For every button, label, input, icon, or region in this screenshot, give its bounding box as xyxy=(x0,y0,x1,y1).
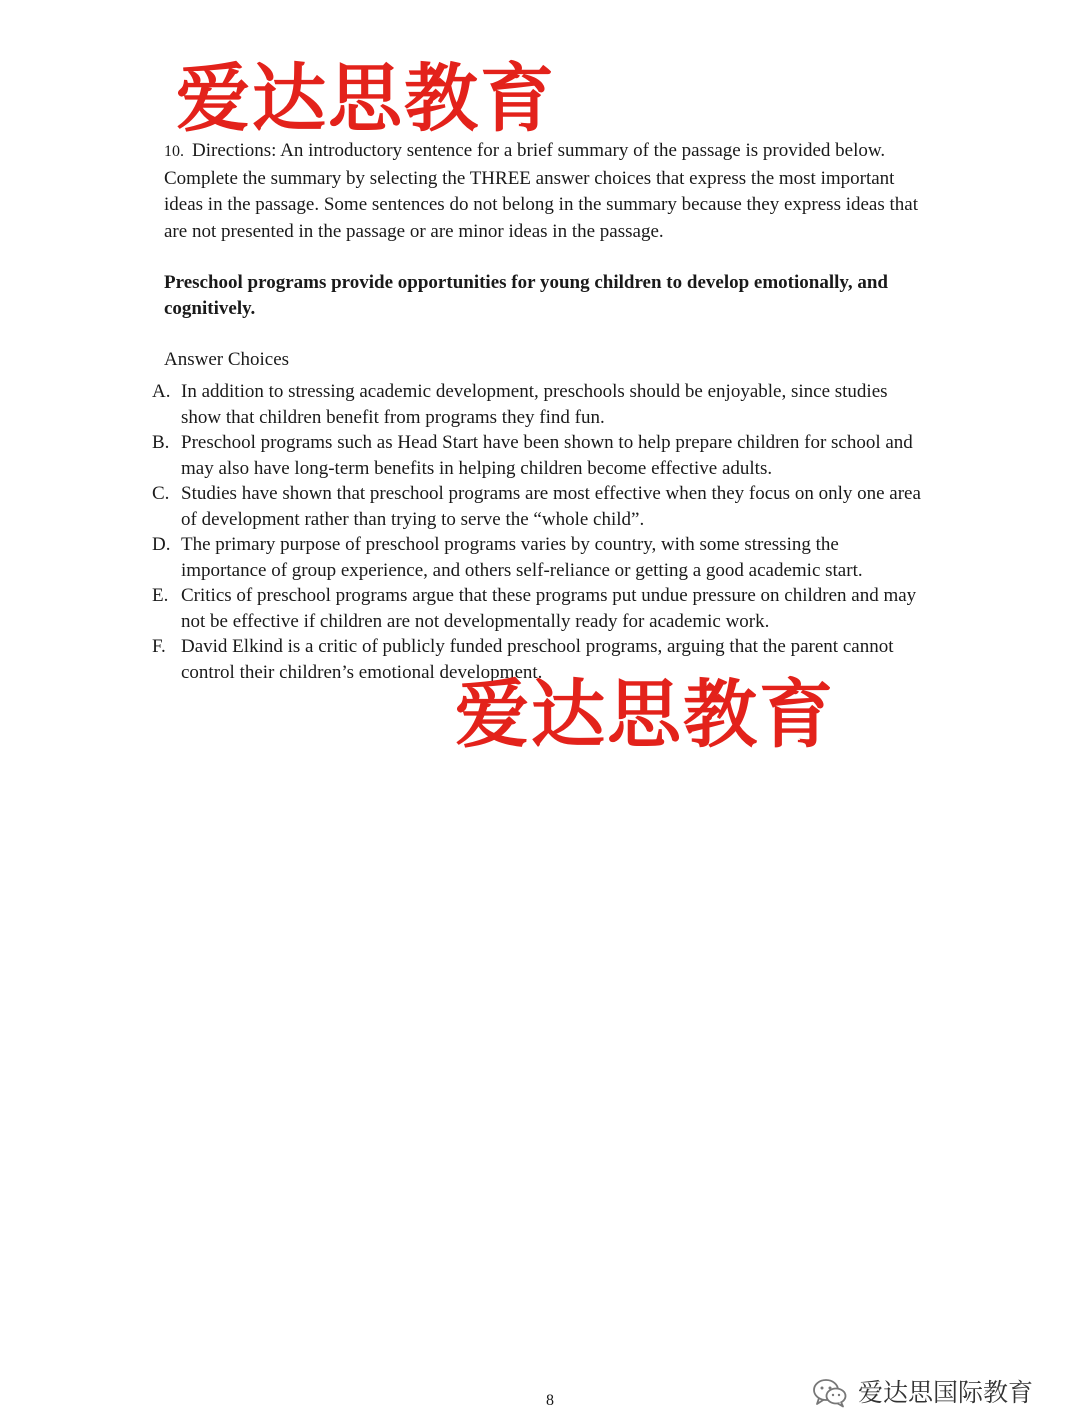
directions-text: Directions: An introductory sentence for a brief summary of the passage is provided below. Complete the summary by selecting the THREE answer choices that express the most important ideas in the passage. Some sentences do not belong in the summary because they express ideas that are not presented in the passage or are minor ideas in the passage. xyxy=(164,140,918,242)
choice-text: Studies have shown that preschool programs are most effective when they focus on only one area of development rather than trying to serve the “whole child”. xyxy=(181,483,921,530)
answer-choice-c[interactable] xyxy=(152,481,927,532)
choice-letter: E. xyxy=(152,585,169,606)
choice-letter: C. xyxy=(152,483,170,504)
question-number: 10. xyxy=(164,143,184,160)
choice-letter: A. xyxy=(152,381,171,402)
choice-text: The primary purpose of preschool programs varies by country, with some stressing the importance of group experience, and others self-reliance or getting a good academic start. xyxy=(181,534,863,581)
question-directions xyxy=(164,138,924,245)
answer-choices-list xyxy=(152,379,927,685)
choice-letter: D. xyxy=(152,534,171,555)
answer-choice-b[interactable] xyxy=(152,430,927,481)
page-number: 8 xyxy=(546,1392,554,1409)
choice-letter: F. xyxy=(152,636,166,657)
answer-choice-e[interactable] xyxy=(152,583,927,634)
footer-brand-text: 爱达思国际教育 xyxy=(858,1378,1034,1407)
choice-text: In addition to stressing academic development, preschools should be enjoyable, since studies show that children benefit from programs they find fun. xyxy=(181,381,888,428)
choice-letter: B. xyxy=(152,432,170,453)
answer-choice-d[interactable] xyxy=(152,532,927,583)
watermark-top: 爱达思教育 xyxy=(176,56,556,142)
watermark-bottom: 爱达思教育 xyxy=(455,672,835,758)
wechat-icon xyxy=(812,1378,848,1408)
answer-choices-heading: Answer Choices xyxy=(164,349,290,370)
footer-brand xyxy=(812,1378,1033,1408)
choice-text: Preschool programs such as Head Start have been shown to help prepare children for school and may also have long-term benefits in helping children become effective adults. xyxy=(181,432,913,479)
choice-text: David Elkind is a critic of publicly funded preschool programs, arguing that the parent cannot control their children’s emotional development. xyxy=(181,636,894,683)
choice-text: Critics of preschool programs argue that these programs put undue pressure on children and may not be effective if children are not developmentally ready for academic work. xyxy=(181,585,917,632)
summary-introductory-sentence: Preschool programs provide opportunities for young children to develop emotionally, and cognitively. xyxy=(164,272,888,319)
answer-choice-a[interactable] xyxy=(152,379,927,430)
